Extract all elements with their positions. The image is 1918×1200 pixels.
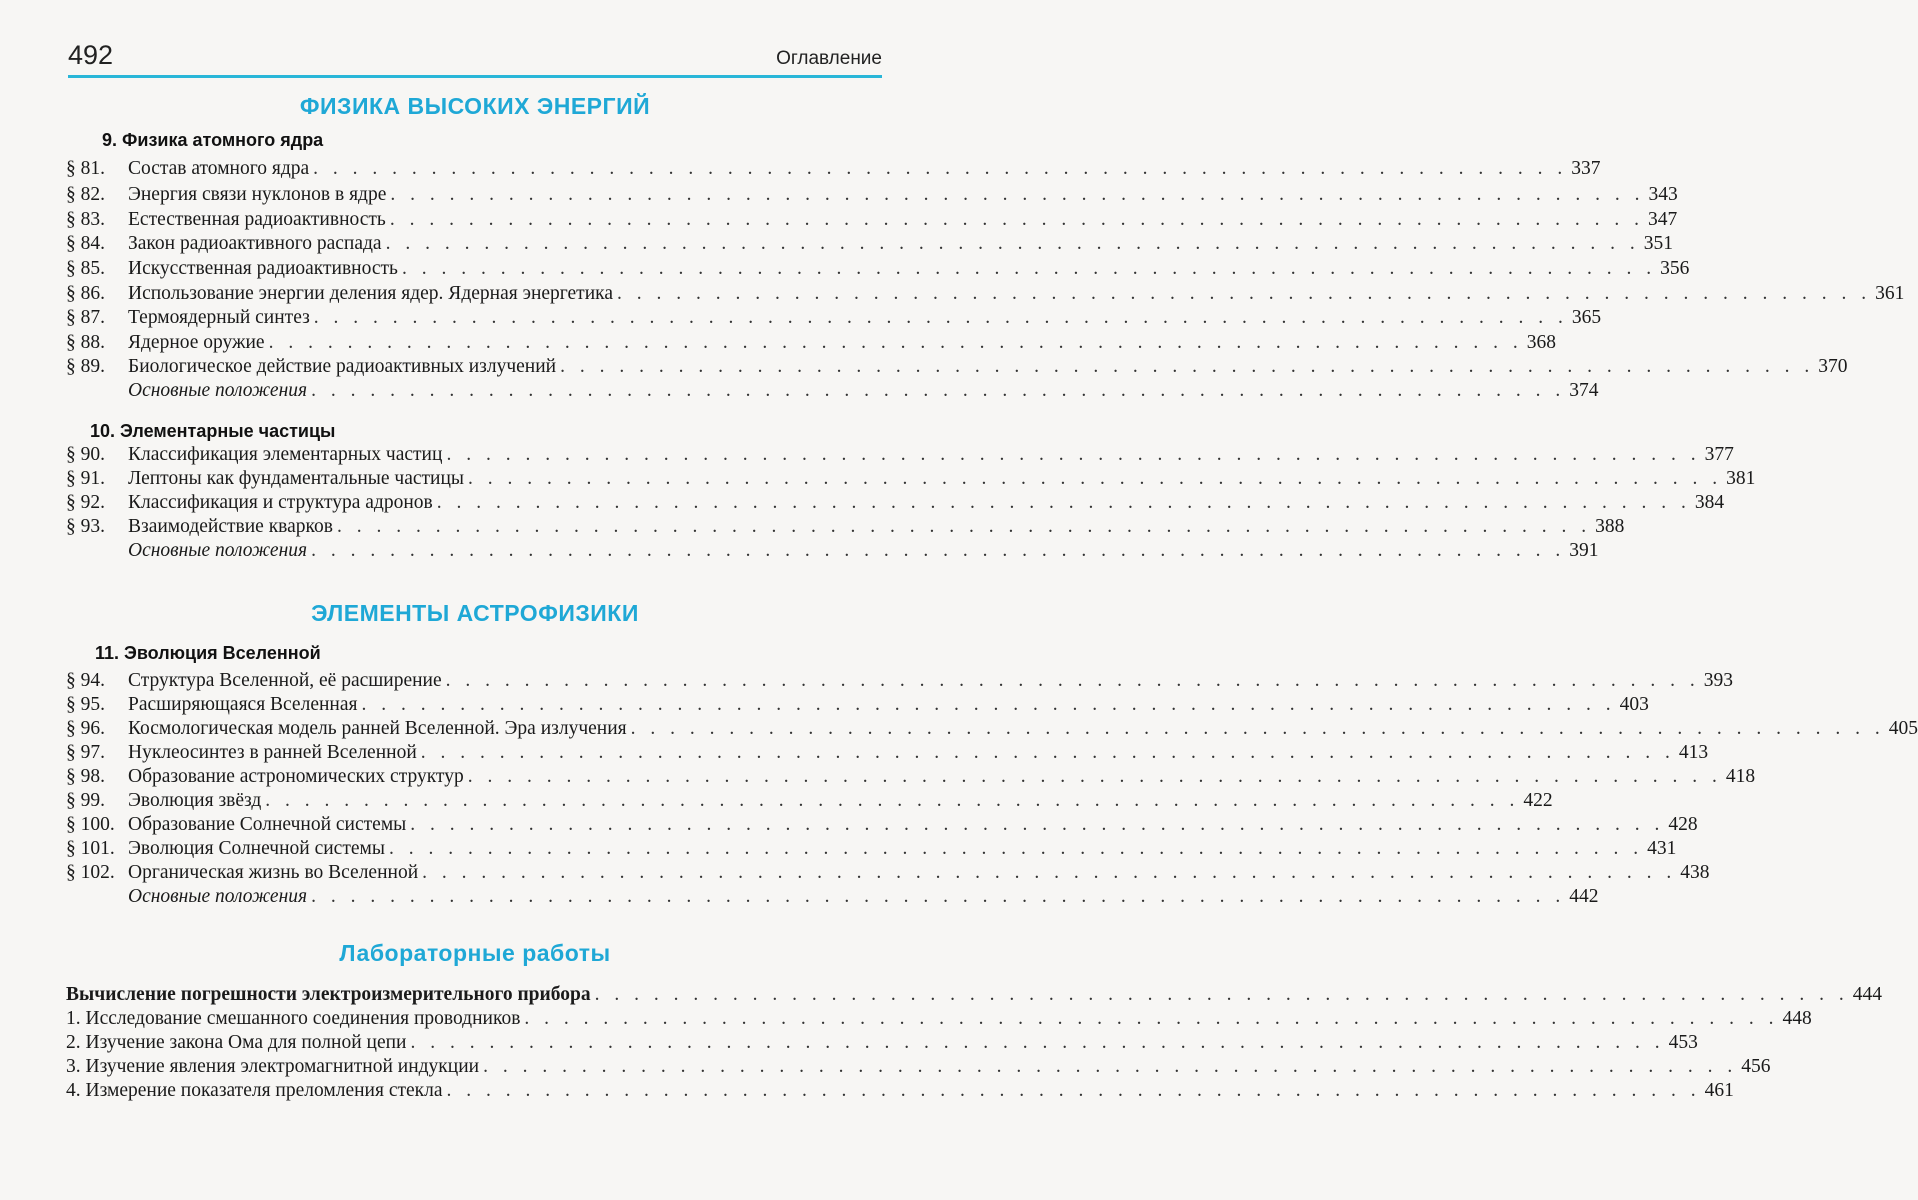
toc-entry-title: Классификация элементарных частиц [128, 444, 443, 465]
toc-entry-number: § 96. [66, 718, 105, 739]
toc-entry-title: Ядерное оружие [128, 332, 265, 353]
toc-entry[interactable] [66, 514, 1625, 540]
toc-entry-page: 388 [1595, 516, 1625, 537]
dot-leader: . . . . . . . . . . . . . . . . . . . . . . . . . . . . . . . . . . . . . . . . . . . . . . . . . . . . . . . . . . . . . . . . [389, 209, 1644, 230]
dot-leader: . . . . . . . . . . . . . . . . . . . . . . . . . . . . . . . . . . . . . . . . . . . . . . . . . . . . . . . . . . . . . . . . [311, 540, 1566, 561]
chapter-title-11: 11. Эволюция Вселенной [95, 643, 321, 663]
dot-leader: . . . . . . . . . . . . . . . . . . . . . . . . . . . . . . . . . . . . . . . . . . . . . . . . . . . . . . . . . . . . . . . . [388, 838, 1644, 859]
toc-entry-page: 413 [1678, 742, 1709, 763]
toc-entry-number: § 99. [66, 790, 105, 811]
toc-entry-number: § 98. [66, 766, 105, 787]
toc-entry-page: 377 [1704, 444, 1734, 465]
toc-entry-title: Расширяющаяся Вселенная [128, 694, 358, 715]
toc-entry-title: Термоядерный синтез [128, 307, 310, 328]
toc-entry-number: § 94. [66, 670, 105, 691]
toc-entry-number: § 81. [66, 158, 105, 179]
toc-entry[interactable] [66, 668, 1734, 694]
toc-entry-title: Классификация и структура адронов [128, 492, 433, 513]
dot-leader: . . . . . . . . . . . . . . . . . . . . . . . . . . . . . . . . . . . . . . . . . . . . . . . . . . . . . . . . . . . . . . . . [311, 886, 1566, 907]
toc-entry-page: 337 [1571, 158, 1601, 179]
dot-leader: . . . . . . . . . . . . . . . . . . . . . . . . . . . . . . . . . . . . . . . . . . . . . . . . . . . . . . . . . . . . . . . . [313, 307, 1568, 328]
dot-leader: . . . . . . . . . . . . . . . . . . . . . . . . . . . . . . . . . . . . . . . . . . . . . . . . . . . . . . . . . . . . . . . . [420, 742, 1675, 763]
header-rule [68, 75, 882, 78]
lab-entry-title: 3. Изучение явления электромагнитной индукции [66, 1056, 480, 1077]
toc-entry[interactable] [66, 812, 1698, 838]
dot-leader: . . . . . . . . . . . . . . . . . . . . . . . . . . . . . . . . . . . . . . . . . . . . . . . . . . . . . . . . . . . . . . . . [268, 332, 1523, 353]
toc-entry-title: Состав атомного ядра [128, 158, 310, 179]
dot-leader: . . . . . . . . . . . . . . . . . . . . . . . . . . . . . . . . . . . . . . . . . . . . . . . . . . . . . . . . . . . . . . . . [410, 1032, 1665, 1053]
toc-entry-title: Использование энергии деления ядер. Ядерная энергетика [128, 283, 613, 304]
running-head: Оглавление [776, 48, 882, 69]
toc-entry[interactable] [66, 305, 1602, 331]
dot-leader: . . . . . . . . . . . . . . . . . . . . . . . . . . . . . . . . . . . . . . . . . . . . . . . . . . . . . . . . . . . . . . . . [436, 492, 1691, 513]
toc-entry-number: § 85. [66, 258, 105, 279]
toc-entry-page: 418 [1725, 766, 1756, 787]
toc-entry[interactable] [66, 860, 1710, 886]
toc-entry-title: Основные положения [128, 380, 308, 401]
toc-entry-title: Искусственная радиоактивность [128, 258, 398, 279]
lab-entry-page: 448 [1782, 1008, 1812, 1029]
toc-entry-number: § 102. [66, 862, 115, 883]
part-title-labs: Лабораторные работы [339, 940, 611, 966]
toc-entry-number: § 82. [66, 184, 105, 205]
toc-entry-page: 405 [1888, 718, 1918, 739]
dot-leader: . . . . . . . . . . . . . . . . . . . . . . . . . . . . . . . . . . . . . . . . . . . . . . . . . . . . . . . . . . . . . . . . [616, 283, 1872, 304]
toc-entry-title: Энергия связи нуклонов в ядре [128, 184, 387, 205]
toc-entry-title: Эволюция звёзд [128, 790, 262, 811]
toc-entry-page: 365 [1571, 307, 1602, 328]
chapter-title-10: 10. Элементарные частицы [90, 421, 336, 441]
dot-leader: . . . . . . . . . . . . . . . . . . . . . . . . . . . . . . . . . . . . . . . . . . . . . . . . . . . . . . . . . . . . . . . . [594, 984, 1849, 1005]
dot-leader: . . . . . . . . . . . . . . . . . . . . . . . . . . . . . . . . . . . . . . . . . . . . . . . . . . . . . . . . . . . . . . . . [385, 233, 1640, 254]
toc-entry-page: 428 [1668, 814, 1698, 835]
dot-leader: . . . . . . . . . . . . . . . . . . . . . . . . . . . . . . . . . . . . . . . . . . . . . . . . . . . . . . . . . . . . . . . . [265, 790, 1520, 811]
toc-entry-number: § 95. [66, 694, 105, 715]
toc-entry[interactable] [66, 231, 1673, 257]
toc-entry-title: Эволюция Солнечной системы [128, 838, 385, 859]
toc-entry-summary[interactable] [66, 538, 1599, 564]
page-header [68, 40, 882, 80]
toc-entry[interactable] [66, 740, 1709, 766]
toc-entry-title: Нуклеосинтез в ранней Вселенной [128, 742, 417, 763]
toc-entry-number: § 83. [66, 209, 105, 230]
dot-leader: . . . . . . . . . . . . . . . . . . . . . . . . . . . . . . . . . . . . . . . . . . . . . . . . . . . . . . . . . . . . . . . . [313, 158, 1568, 179]
dot-leader: . . . . . . . . . . . . . . . . . . . . . . . . . . . . . . . . . . . . . . . . . . . . . . . . . . . . . . . . . . . . . . . . [401, 258, 1657, 279]
toc-entry-page: 343 [1648, 184, 1678, 205]
toc-entry-title: Космологическая модель ранней Вселенной. Эра излучения [128, 718, 627, 739]
dot-leader: . . . . . . . . . . . . . . . . . . . . . . . . . . . . . . . . . . . . . . . . . . . . . . . . . . . . . . . . . . . . . . . . [410, 814, 1665, 835]
toc-entry-number: § 87. [66, 307, 105, 328]
lab-entry[interactable] [66, 1078, 1734, 1104]
lab-entry[interactable] [66, 982, 1882, 1008]
toc-entry-page: 438 [1680, 862, 1710, 883]
toc-entry-number: § 101. [66, 838, 115, 859]
toc-entry[interactable] [66, 256, 1690, 282]
toc-entry[interactable] [66, 442, 1734, 468]
toc-entry-summary[interactable] [66, 884, 1599, 910]
toc-entry-title: Лептоны как фундаментальные частицы [128, 468, 465, 489]
toc-entry[interactable] [66, 466, 1756, 492]
toc-entry-title: Основные положения [128, 886, 308, 907]
chapter-title-9: 9. Физика атомного ядра [102, 130, 324, 150]
toc-entry-number: § 86. [66, 283, 105, 304]
toc-entry[interactable] [66, 330, 1556, 356]
toc-entry-page: 422 [1523, 790, 1553, 811]
toc-entry[interactable] [66, 764, 1756, 790]
toc-entry-page: 391 [1569, 540, 1599, 561]
toc-entry-title: Биологическое действие радиоактивных излучений [128, 356, 557, 377]
toc-entry-summary[interactable] [66, 378, 1599, 404]
part-title-astrophysics: ЭЛЕМЕНТЫ АСТРОФИЗИКИ [311, 600, 639, 626]
dot-leader: . . . . . . . . . . . . . . . . . . . . . . . . . . . . . . . . . . . . . . . . . . . . . . . . . . . . . . . . . . . . . . . . [446, 1080, 1701, 1101]
lab-entry-page: 461 [1704, 1080, 1734, 1101]
toc-entry-title: Взаимодействие кварков [128, 516, 333, 537]
page-number: 492 [68, 40, 114, 70]
lab-entry-page: 456 [1741, 1056, 1771, 1077]
toc-entry-number: § 88. [66, 332, 105, 353]
dot-leader: . . . . . . . . . . . . . . . . . . . . . . . . . . . . . . . . . . . . . . . . . . . . . . . . . . . . . . . . . . . . . . . . [560, 356, 1815, 377]
toc-entry-number: § 92. [66, 492, 105, 513]
toc-entry-title: Образование Солнечной системы [128, 814, 407, 835]
toc-entry[interactable] [66, 182, 1678, 208]
dot-leader: . . . . . . . . . . . . . . . . . . . . . . . . . . . . . . . . . . . . . . . . . . . . . . . . . . . . . . . . . . . . . . . . [467, 766, 1722, 787]
toc-entry[interactable] [66, 490, 1725, 516]
lab-entry[interactable] [66, 1054, 1771, 1080]
toc-entry[interactable] [66, 281, 1905, 307]
part-title-high-energy-physics: ФИЗИКА ВЫСОКИХ ЭНЕРГИЙ [299, 93, 651, 119]
toc-entry-number: § 100. [66, 814, 115, 835]
lab-entry-title: Вычисление погрешности электроизмерительного прибора [66, 984, 591, 1005]
toc-entry-number: § 91. [66, 468, 105, 489]
dot-leader: . . . . . . . . . . . . . . . . . . . . . . . . . . . . . . . . . . . . . . . . . . . . . . . . . . . . . . . . . . . . . . . . [361, 694, 1616, 715]
toc-entry-title: Основные положения [128, 540, 308, 561]
toc-entry-title: Структура Вселенной, её расширение [128, 670, 442, 691]
toc-entry-title: Закон радиоактивного распада [128, 233, 382, 254]
toc-entry-page: 347 [1647, 209, 1678, 230]
lab-entry-page: 444 [1852, 984, 1882, 1005]
lab-entry-title: 2. Изучение закона Ома для полной цепи [66, 1032, 407, 1053]
toc-entry-title: Образование астрономических структур [128, 766, 464, 787]
toc-entry[interactable] [66, 788, 1553, 814]
toc-entry[interactable] [66, 692, 1649, 718]
dot-leader: . . . . . . . . . . . . . . . . . . . . . . . . . . . . . . . . . . . . . . . . . . . . . . . . . . . . . . . . . . . . . . . . [390, 184, 1645, 205]
toc-entry-page: 370 [1818, 356, 1848, 377]
toc-entry-number: § 93. [66, 516, 105, 537]
toc-entry-page: 431 [1647, 838, 1677, 859]
toc-entry-number: § 84. [66, 233, 105, 254]
dot-leader: . . . . . . . . . . . . . . . . . . . . . . . . . . . . . . . . . . . . . . . . . . . . . . . . . . . . . . . . . . . . . . . . [468, 468, 1723, 489]
toc-entry-page: 351 [1643, 233, 1673, 254]
toc-entry-page: 361 [1875, 283, 1905, 304]
dot-leader: . . . . . . . . . . . . . . . . . . . . . . . . . . . . . . . . . . . . . . . . . . . . . . . . . . . . . . . . . . . . . . . . [630, 718, 1885, 739]
toc-entry-page: 403 [1619, 694, 1649, 715]
toc-entry[interactable] [66, 836, 1677, 862]
toc-entry-page: 393 [1703, 670, 1734, 691]
toc-entry[interactable] [66, 716, 1918, 742]
toc-entry-page: 356 [1660, 258, 1690, 279]
toc-entry[interactable] [66, 354, 1848, 380]
dot-leader: . . . . . . . . . . . . . . . . . . . . . . . . . . . . . . . . . . . . . . . . . . . . . . . . . . . . . . . . . . . . . . . . [446, 444, 1701, 465]
lab-entry[interactable] [66, 1006, 1812, 1032]
toc-entry-title: Естественная радиоактивность [128, 209, 386, 230]
dot-leader: . . . . . . . . . . . . . . . . . . . . . . . . . . . . . . . . . . . . . . . . . . . . . . . . . . . . . . . . . . . . . . . . [311, 380, 1566, 401]
toc-entry-page: 442 [1569, 886, 1599, 907]
toc-entry[interactable] [66, 207, 1678, 233]
lab-entry-title: 4. Измерение показателя преломления стекла [66, 1080, 443, 1101]
toc-entry-number: § 97. [66, 742, 105, 763]
toc-entry[interactable] [66, 156, 1601, 182]
dot-leader: . . . . . . . . . . . . . . . . . . . . . . . . . . . . . . . . . . . . . . . . . . . . . . . . . . . . . . . . . . . . . . . . [524, 1008, 1779, 1029]
dot-leader: . . . . . . . . . . . . . . . . . . . . . . . . . . . . . . . . . . . . . . . . . . . . . . . . . . . . . . . . . . . . . . . . [422, 862, 1677, 883]
lab-entry-title: 1. Исследование смешанного соединения проводников [66, 1008, 521, 1029]
toc-entry-number: § 89. [66, 356, 105, 377]
toc-entry-page: 368 [1526, 332, 1556, 353]
toc-entry-title: Органическая жизнь во Вселенной [128, 862, 419, 883]
dot-leader: . . . . . . . . . . . . . . . . . . . . . . . . . . . . . . . . . . . . . . . . . . . . . . . . . . . . . . . . . . . . . . . . [336, 516, 1592, 537]
toc-entry-page: 384 [1694, 492, 1725, 513]
toc-entry-number: § 90. [66, 444, 105, 465]
lab-entry[interactable] [66, 1030, 1698, 1056]
toc-entry-page: 381 [1726, 468, 1756, 489]
dot-leader: . . . . . . . . . . . . . . . . . . . . . . . . . . . . . . . . . . . . . . . . . . . . . . . . . . . . . . . . . . . . . . . . [445, 670, 1700, 691]
toc-entry-page: 374 [1569, 380, 1599, 401]
lab-entry-page: 453 [1668, 1032, 1698, 1053]
dot-leader: . . . . . . . . . . . . . . . . . . . . . . . . . . . . . . . . . . . . . . . . . . . . . . . . . . . . . . . . . . . . . . . . [483, 1056, 1738, 1077]
